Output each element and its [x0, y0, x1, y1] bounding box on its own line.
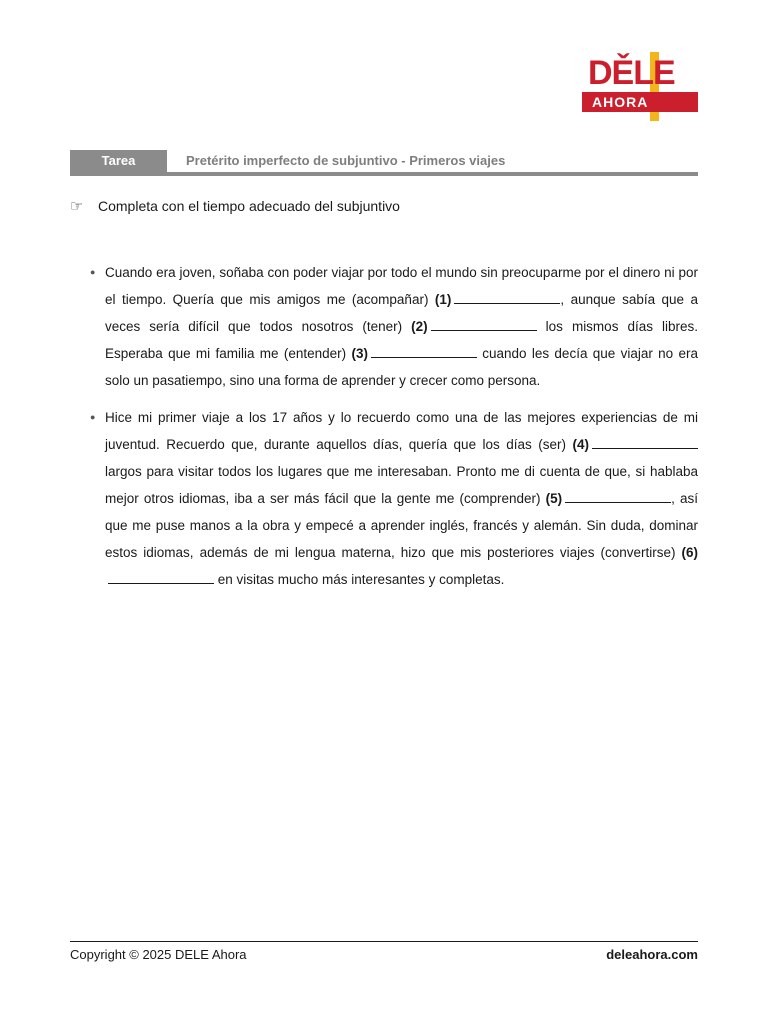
paragraph-text: largos para visitar todos los lugares que me interesaban. Pronto me di cuenta de que, si hablaba mejor otros idiomas, iba a ser más fácil que la gente me (comprender): [105, 464, 698, 506]
exercise-paragraph: [90, 259, 698, 394]
paragraph-text: , así que me puse manos a la obra y empecé a aprender inglés, francés y alemán. Sin duda, dominar estos idiomas, además de mi lengua materna, hizo que mis posteriores viajes (convertirse): [105, 491, 698, 560]
logo-word-ahora: AHORA: [592, 94, 649, 110]
exercise-list: [90, 259, 698, 603]
site-link[interactable]: deleahora.com: [606, 947, 698, 962]
gap-number: (5): [545, 491, 563, 506]
paragraph-text: cuando les decía que viajar no era solo un pasatiempo, sino una forma de aprender y crecer como persona.: [105, 346, 698, 388]
task-header: [70, 150, 698, 176]
exercise-paragraph: [90, 404, 698, 593]
bullet-icon: ●: [90, 267, 96, 277]
gap-number: (4): [572, 437, 589, 452]
logo-word-dele: DĚLE: [588, 54, 675, 92]
paragraph-text: los mismos días libres. Esperaba que mi familia me (entender): [105, 319, 698, 361]
paragraph-text: Hice mi primer viaje a los 17 años y lo recuerdo como una de las mejores experiencias de mi juventud. Recuerdo que, durante aquellos días, quería que los días (ser): [105, 410, 698, 452]
answer-blank-5[interactable]: [565, 489, 671, 503]
gap-number: (6): [681, 545, 698, 560]
answer-blank-4[interactable]: [592, 435, 698, 449]
gap-number: (1): [434, 292, 452, 307]
instruction: [70, 196, 698, 217]
answer-blank-1[interactable]: [454, 290, 560, 304]
footer: [70, 941, 698, 964]
gap-number: (2): [411, 319, 428, 334]
paragraph-text: , aunque sabía que a veces sería difícil que todos nosotros (tener): [105, 292, 698, 334]
pointing-hand-icon: ☞: [70, 198, 84, 215]
task-title: Pretérito imperfecto de subjuntivo - Primeros viajes: [186, 153, 506, 168]
header-rule: [70, 172, 698, 176]
paragraph-text: en visitas mucho más interesantes y completas.: [214, 572, 505, 587]
bullet-icon: ●: [90, 412, 96, 422]
copyright-text: Copyright © 2025 DELE Ahora: [70, 947, 247, 962]
paragraph-text: Cuando era joven, soñaba con poder viajar por todo el mundo sin preocuparme por el dinero ni por el tiempo. Quería que mis amigos me (acompañar): [105, 265, 698, 307]
answer-blank-6[interactable]: [108, 570, 214, 584]
dele-ahora-logo: [582, 52, 698, 122]
answer-blank-2[interactable]: [431, 317, 537, 331]
gap-number: (3): [351, 346, 368, 361]
task-tag: Tarea: [70, 150, 167, 176]
instruction-text: Completa con el tiempo adecuado del subjuntivo: [98, 198, 400, 214]
answer-blank-3[interactable]: [371, 344, 477, 358]
